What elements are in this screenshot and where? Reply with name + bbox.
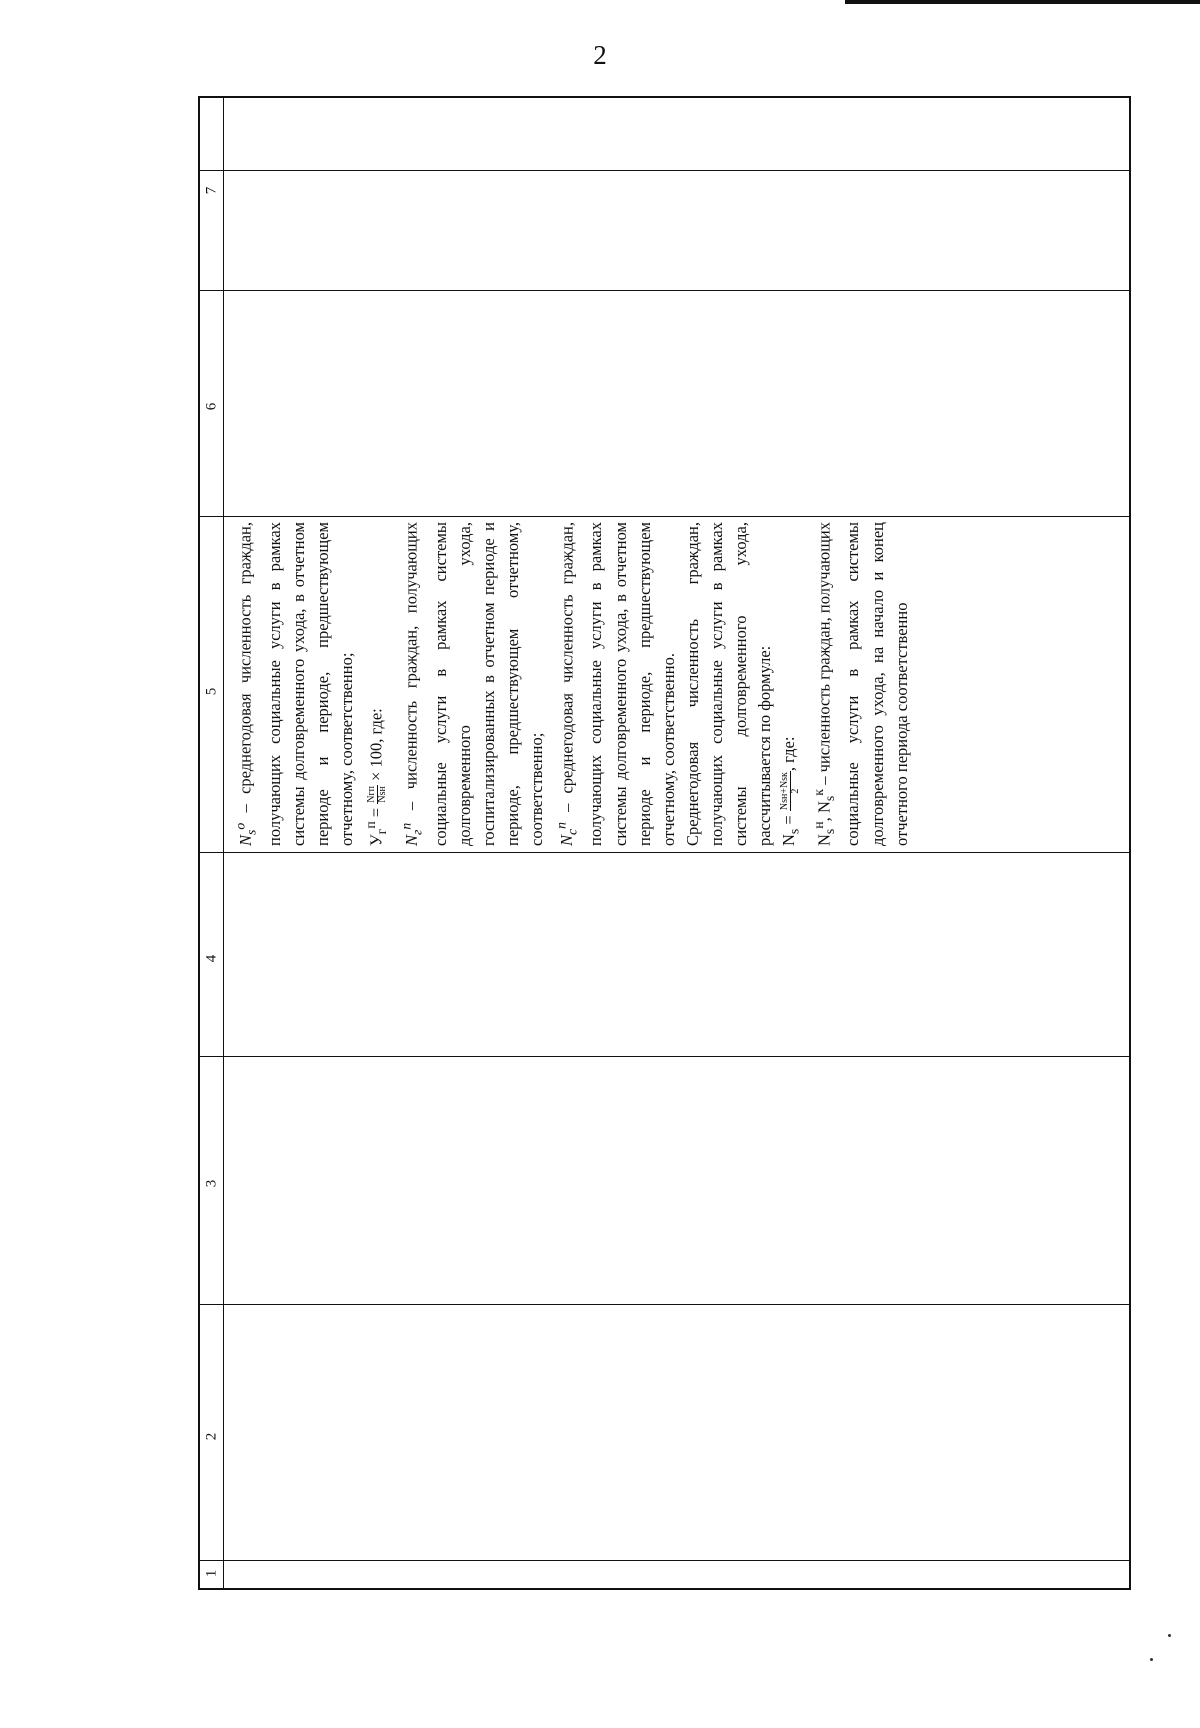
formula-fraction [780,771,801,811]
column-number-3: 3 [203,1179,220,1188]
column-5-cell [224,516,1133,852]
formula-subscript: s [821,795,837,802]
formula-subscript: s [242,829,258,835]
column-divider [200,1056,1129,1057]
scan-edge-line [845,0,1200,4]
formula-ns [777,522,806,846]
formula-separator: , [814,813,834,822]
formula-equals: = [779,811,799,829]
column-divider [200,852,1129,853]
definition-ng-p [394,522,549,846]
column-divider [200,1560,1129,1561]
formula-superscript: п [553,822,569,829]
formula-superscript: п [363,821,379,829]
formula-fraction [367,785,388,804]
fraction-denominator: 2 [789,788,801,794]
formula-superscript: н [810,821,826,829]
page-number: 2 [593,40,607,70]
definition-ns-o [228,522,359,846]
formula-subscript: г [374,828,390,835]
formula-subscript: s [786,828,802,835]
formula-u [359,522,394,846]
formula-superscript: o [232,822,247,830]
column-number-2: 2 [203,1432,220,1441]
formula-symbol: N [401,834,421,846]
formula-rest: , где: [779,736,799,772]
formula-subscript: с [564,828,580,835]
formula-lhs: N [779,834,799,846]
fraction-denominator: Nsн [377,786,389,803]
formula-equals: = [366,803,386,822]
formula-symbol: N [814,801,834,813]
formula-symbol: N [235,834,255,846]
scan-speck [1150,1658,1153,1661]
definition-text: – численность граждан, получающих социальные услуги в рамках системы долговременного ухода, на начало и конец отчетного периода соответственно [814,521,911,846]
column-number-4: 4 [203,954,220,963]
scan-speck [1168,1634,1171,1637]
definition-text: – среднегодовая численность граждан, получающих социальные услуги в рамках системы долговременного ухода, в отчетном периоде и периоде, предшествующем отчетному, соответственно; [235,522,357,846]
average-text: Среднегодовая численность граждан, получающих социальные услуги в рамках системы долговременного ухода, рассчитывается по формуле: [682,522,775,846]
formula-rest: × 100, где: [366,708,386,786]
formula-symbol: N [814,834,834,846]
column-number-5: 5 [203,687,220,696]
column-number-6: 6 [203,402,220,411]
fraction-numerator: Nsн+Nsк [778,772,790,811]
column-number-1: 1 [203,1569,220,1578]
column-divider [200,290,1129,291]
formula-subscript: s [821,828,837,835]
column-number-7: 7 [203,186,220,195]
rotated-table [198,96,1131,1590]
formula-lhs: У [366,834,386,846]
definition-start-end [807,522,914,846]
formula-superscript: к [810,789,826,796]
fraction-numerator: Nгп [366,786,378,803]
column-divider [200,170,1129,171]
column-5-text [224,516,1133,852]
definition-nc-p [550,522,681,846]
column-divider [200,1304,1129,1305]
definition-text: – среднегодовая численность граждан, получающих социальные услуги в рамках системы долговременного ухода, в отчетном периоде и периоде, предшествующем отчетному, соответственно. [557,522,678,846]
definition-text: – численность граждан, получающих социальные услуги в рамках системы долговременного ухода, госпитализированных в отчетном периоде и периоде, предшествующем отчетному, соответственно; [401,522,547,846]
formula-superscript: п [398,822,414,830]
formula-subscript: г [408,829,424,835]
formula-symbol: N [557,834,577,846]
